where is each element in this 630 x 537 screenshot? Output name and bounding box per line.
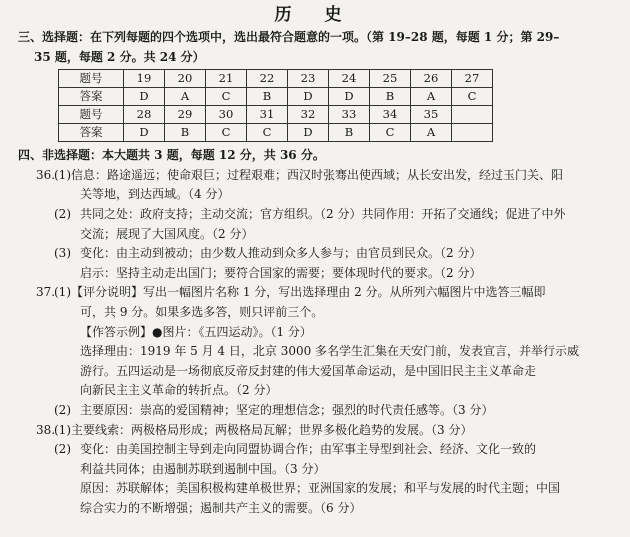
table-cell: 29 bbox=[165, 106, 206, 124]
table-cell: 35 bbox=[411, 106, 452, 124]
table-cell: C bbox=[452, 88, 493, 106]
table-cell: 24 bbox=[329, 70, 370, 88]
answer-text: 游行。五四运动是一场彻底反帝反封建的伟大爱国革命运动，是中国旧民主主义革命走 bbox=[80, 363, 537, 378]
answer-text: 利益共同体；由遏制苏联到遏制中国。（3 分） bbox=[80, 461, 326, 476]
table-row bbox=[59, 106, 493, 124]
section4-heading: 四、非选择题：本大题共 3 题，每题 12 分，共 36 分。 bbox=[18, 148, 325, 163]
table-cell bbox=[452, 124, 493, 142]
table-cell: 答案 bbox=[59, 124, 124, 142]
table-cell: 26 bbox=[411, 70, 452, 88]
part-label: (2) bbox=[54, 402, 71, 417]
table-cell: C bbox=[370, 124, 411, 142]
table-cell: D bbox=[288, 124, 329, 142]
table-cell: D bbox=[288, 88, 329, 106]
answer-text: 关等地，到达西域。（4 分） bbox=[80, 187, 230, 202]
answer-text: 可，共 9 分。如果多选多答，则只评前三个。 bbox=[80, 304, 324, 319]
part-label: (2) bbox=[54, 442, 71, 457]
q38-part2 bbox=[18, 440, 606, 460]
table-cell: C bbox=[206, 124, 247, 142]
table-cell: 22 bbox=[247, 70, 288, 88]
table-cell: 31 bbox=[247, 106, 288, 124]
table-cell: 题号 bbox=[59, 106, 124, 124]
table-cell: D bbox=[124, 88, 165, 106]
table-row bbox=[59, 88, 493, 106]
q36-part3 bbox=[18, 244, 606, 264]
table-cell bbox=[452, 106, 493, 124]
answer-text: 主要原因：崇高的爱国精神；坚定的理想信念；强烈的时代责任感等。（3 分） bbox=[80, 402, 494, 417]
q38-part1 bbox=[18, 421, 606, 441]
part-label: (1) bbox=[54, 422, 71, 437]
answer-text: 启示：坚持主动走出国门；要符合国家的需要；要体现时代的要求。（2 分） bbox=[80, 265, 482, 280]
table-cell: B bbox=[247, 88, 288, 106]
question-number: 38. bbox=[36, 422, 56, 437]
table-cell: A bbox=[411, 88, 452, 106]
table-cell: 20 bbox=[165, 70, 206, 88]
table-cell: 题号 bbox=[59, 70, 124, 88]
answer-text: 向新民主主义革命的转折点。（2 分） bbox=[80, 383, 278, 398]
answer-text: 变化：由美国控制主导到走向同盟协调合作；由军事主导型到社会、经济、文化一致的 bbox=[80, 442, 537, 457]
table-cell: C bbox=[247, 124, 288, 142]
table-cell: 33 bbox=[329, 106, 370, 124]
section3-heading-line1: 三、选择题：在下列每题的四个选项中，选出最符合题意的一项。（第 19–28 题，每题 1 分；第 29– bbox=[18, 30, 560, 44]
question-number: 37. bbox=[36, 285, 56, 300]
table-cell: 21 bbox=[206, 70, 247, 88]
answer-text: 【评分说明】写出一幅图片名称 1 分，写出选择理由 2 分。从所列六幅图片中选答三幅即 bbox=[71, 285, 546, 300]
table-cell: 25 bbox=[370, 70, 411, 88]
answer-text: 交流；展现了大国风度。（2 分） bbox=[80, 226, 254, 241]
table-cell: 30 bbox=[206, 106, 247, 124]
answer-text: 选择理由：1919 年 5 月 4 日，北京 3000 多名学生汇集在天安门前，发表宣言，并举行示威 bbox=[80, 344, 580, 359]
table-cell: A bbox=[411, 124, 452, 142]
q36-part1 bbox=[18, 166, 606, 186]
table-cell: B bbox=[370, 88, 411, 106]
table-row bbox=[59, 70, 493, 88]
answer-table bbox=[58, 69, 493, 142]
table-cell: 答案 bbox=[59, 88, 124, 106]
answer-text: 主要线索：两极格局形成；两极格局瓦解；世界多极化趋势的发展。（3 分） bbox=[71, 422, 473, 437]
table-cell: 32 bbox=[288, 106, 329, 124]
question-number: 36. bbox=[36, 167, 56, 182]
table-cell: B bbox=[329, 124, 370, 142]
table-row bbox=[59, 124, 493, 142]
page-title: 历 史 bbox=[274, 5, 350, 25]
part-label: (1) bbox=[54, 167, 71, 182]
answer-text: 【作答示例】●图片：《五四运动》。（1 分） bbox=[80, 324, 312, 339]
table-cell: 34 bbox=[370, 106, 411, 124]
answer-text: 原因：苏联解体；美国积极构建单极世界；亚洲国家的发展；和平与发展的时代主题；中国 bbox=[80, 481, 561, 496]
q37-part1 bbox=[18, 283, 606, 303]
table-cell: D bbox=[329, 88, 370, 106]
answer-text: 信息：路途遥远；使命艰巨；过程艰难；西汉时张骞出使西域；从长安出发，经过玉门关、阳 bbox=[71, 167, 564, 182]
table-cell: 27 bbox=[452, 70, 493, 88]
section3-heading-line2: 35 题，每题 2 分。共 24 分） bbox=[34, 49, 205, 64]
table-cell: 23 bbox=[288, 70, 329, 88]
table-cell: A bbox=[165, 88, 206, 106]
table-cell: D bbox=[124, 124, 165, 142]
q36-part2 bbox=[18, 205, 606, 225]
part-label: (1) bbox=[54, 285, 71, 300]
table-cell: B bbox=[165, 124, 206, 142]
table-cell: 19 bbox=[124, 70, 165, 88]
part-label: (2) bbox=[54, 206, 71, 221]
answer-text: 共同之处：政府支持；主动交流；官方组织。（2 分）共同作用：开拓了交通线；促进了中外 bbox=[80, 206, 566, 221]
q37-part2 bbox=[18, 401, 606, 421]
answer-text: 综合实力的不断增强；遏制共产主义的需要。（6 分） bbox=[80, 500, 362, 515]
answer-text: 变化：由主动到被动；由少数人推动到众多人参与；由官员到民众。（2 分） bbox=[80, 246, 482, 261]
table-cell: 28 bbox=[124, 106, 165, 124]
table-cell: C bbox=[206, 88, 247, 106]
part-label: (3) bbox=[54, 246, 71, 261]
